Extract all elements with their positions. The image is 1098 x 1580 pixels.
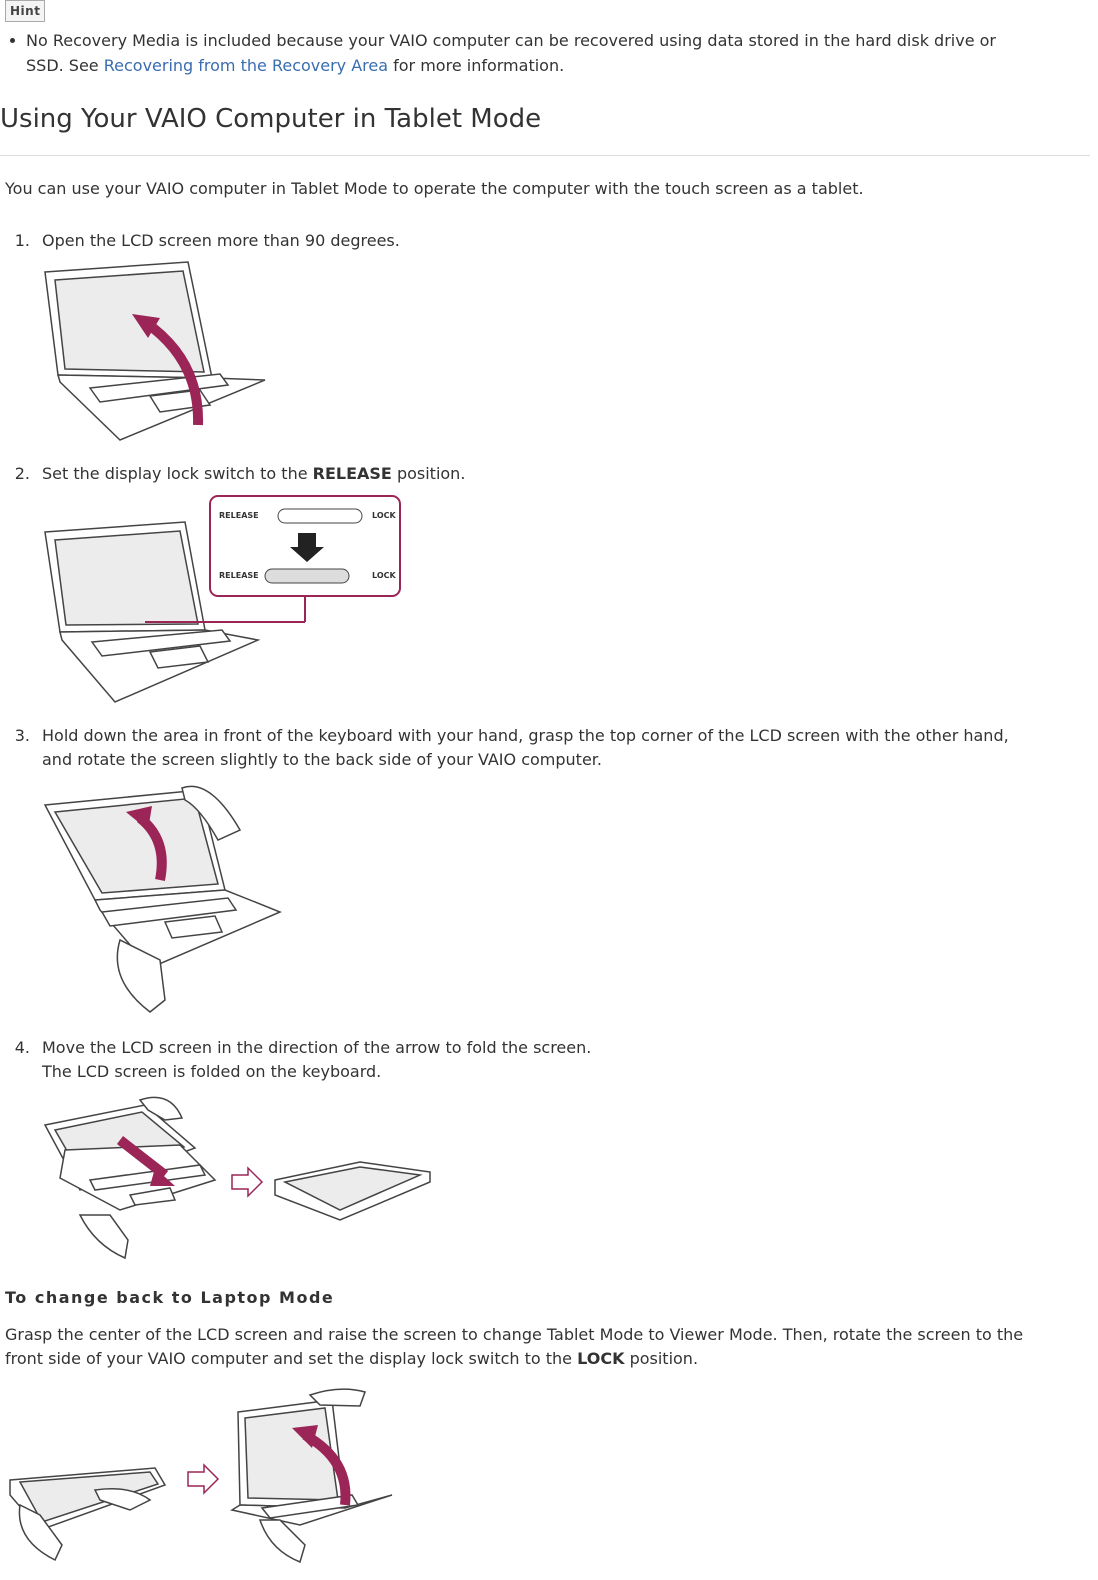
step-number: 2. <box>14 464 30 483</box>
release-keyword: RELEASE <box>312 464 392 483</box>
subsection-text-part: front side of your VAIO computer and set the display lock switch to the <box>5 1349 578 1368</box>
subsection-text-part: position. <box>624 1349 699 1368</box>
step-number: 3. <box>14 726 30 745</box>
step-text-line-2: and rotate the screen slightly to the back side of your VAIO computer. <box>42 750 602 769</box>
bullet-dot <box>10 38 15 43</box>
step-text-part: position. <box>391 464 466 483</box>
subsection-title: To change back to Laptop Mode <box>5 1288 335 1307</box>
lock-label-top: LOCK <box>372 511 396 520</box>
step-number: 1. <box>14 231 30 250</box>
laptop-mode-illustration <box>0 0 1 1</box>
hint-badge: Hint <box>5 0 45 22</box>
intro-text: You can use your VAIO computer in Tablet Mode to operate the computer with the touch screen as a tablet. <box>5 179 864 198</box>
step-text-line-2: The LCD screen is folded on the keyboard. <box>42 1062 382 1081</box>
hint-text: SSD. See <box>26 56 104 75</box>
hint-text-after: for more information. <box>388 56 565 75</box>
lock-label-bottom: LOCK <box>372 571 396 580</box>
subsection-line-1: Grasp the center of the LCD screen and raise the screen to change Tablet Mode to Viewer Mode. Then, rotate the screen to the <box>5 1325 1024 1344</box>
release-label-bottom: RELEASE <box>219 571 259 580</box>
subsection-line-2 <box>5 1346 698 1371</box>
step-text-part: Set the display lock switch to the <box>42 464 313 483</box>
page-title: Using Your VAIO Computer in Tablet Mode <box>0 104 542 134</box>
release-label-top: RELEASE <box>219 511 259 520</box>
step-text: Open the LCD screen more than 90 degrees. <box>42 231 400 250</box>
step-text <box>42 461 465 486</box>
step-text-line-1: Hold down the area in front of the keyboard with your hand, grasp the top corner of the LCD screen with the other hand, <box>42 726 1009 745</box>
step-text-line-1: Move the LCD screen in the direction of the arrow to fold the screen. <box>42 1038 592 1057</box>
hint-line-2 <box>26 53 564 78</box>
title-divider <box>0 155 1090 156</box>
lock-keyword: LOCK <box>577 1349 625 1368</box>
hint-line-1: No Recovery Media is included because your VAIO computer can be recovered using data stored in the hard disk drive or <box>26 31 996 50</box>
recovery-area-link[interactable]: Recovering from the Recovery Area <box>103 56 389 75</box>
step-number: 4. <box>14 1038 30 1057</box>
